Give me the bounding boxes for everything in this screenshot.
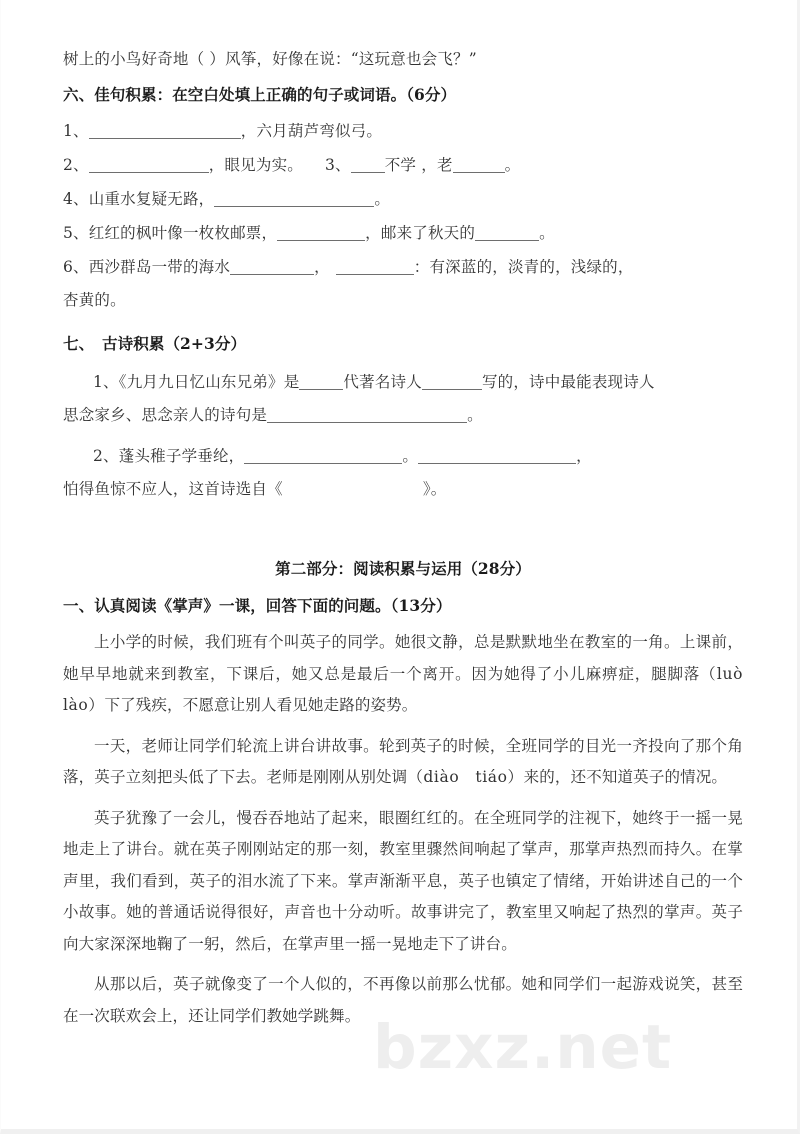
item-4-lead: 山重水复疑无路，	[88, 190, 215, 208]
section-seven-item-1-wrap	[63, 400, 743, 431]
page-content	[63, 44, 760, 1032]
section-six-item-6-wrap: 杏黄的。	[63, 291, 126, 309]
s7-item-2-blank-1[interactable]	[244, 449, 402, 464]
section-six-item-5	[63, 218, 743, 249]
item-5-blank-1[interactable]	[277, 226, 365, 241]
part-two-section-one-heading: 一、认真阅读《掌声》一课，回答下面的问题。（13分）	[63, 596, 452, 615]
section-seven-item-2-wrap	[63, 474, 743, 505]
item-3-blank-2[interactable]	[453, 158, 505, 173]
s7-item-2-blank-2[interactable]	[418, 449, 576, 464]
s7-item-2-comma: ，	[576, 447, 592, 465]
item-2-text: ，眼见为实。	[208, 156, 303, 174]
s7-item-1-wrap-a: 思念家乡、思念亲人的诗句是	[63, 406, 268, 424]
s7-item-1-wrap-tail: 。	[467, 406, 483, 424]
s7-item-2-part-a: 蓬头稚子学垂纶，	[118, 447, 245, 465]
item-2-blank[interactable]	[89, 158, 209, 173]
section-six-item-2-3	[63, 150, 743, 181]
item-6-lead: 西沙群岛一带的海水	[88, 258, 231, 276]
item-5-lead: 红红的枫叶像一枚枚邮票，	[88, 224, 278, 242]
section-six-heading: 六、佳句积累：在空白处填上正确的句子或词语。（6分）	[63, 85, 457, 104]
s7-item-1-number: 1、	[93, 373, 119, 391]
reading-paragraph-4: 从那以后，英子就像变了一个人似的，不再像以前那么忧郁。她和同学们一起游戏说笑，甚至在一次联欢会上，还让同学们教她学跳舞。	[63, 975, 743, 1025]
item-3-blank-1[interactable]	[351, 158, 385, 173]
item-6-blank-2[interactable]	[336, 260, 414, 275]
item-6-tail: ：有深蓝的，淡青的，浅绿的，	[413, 258, 634, 276]
reading-paragraph-2	[63, 731, 743, 794]
p1-text-after: 下了残疾，不愿意让别人看见她走路的姿势。	[104, 696, 418, 714]
part-two-title: 第二部分：阅读积累与运用（28分）	[275, 559, 531, 578]
reading-paragraph-3: 英子犹豫了一会儿，慢吞吞地站了起来，眼圈红红的。在全班同学的注视下，她终于一摇一晃地走上了讲台。就在英子刚刚站定的那一刻，教室里骤然间响起了掌声，那掌声热烈而持久。在掌声里，我们看到，英子的泪水流了下来。掌声渐渐平息，英子也镇定了情绪，开始讲述自己的一个小故事。她的普通话说得很好，声音也十分动听。故事讲完了，教室里又响起了热烈的掌声。英子向大家深深地鞠了一躬，然后，在掌声里一摇一晃地走下了讲台。	[63, 808, 743, 953]
item-1-number: 1、	[63, 122, 89, 140]
item-5-blank-2[interactable]	[475, 226, 539, 241]
p2-pinyin: （diào tiáo）	[407, 768, 524, 786]
section-six-item-4	[63, 184, 743, 215]
p1-pinyin: （luò lào）	[63, 664, 760, 714]
section-seven-heading: 七、 古诗积累（2+3分）	[63, 334, 247, 353]
s7-item-1-part-b: 代著名诗人	[343, 373, 422, 391]
s7-item-1-blank-3[interactable]	[267, 408, 467, 423]
carryover-question-line: 树上的小鸟好奇地（ ）风筝，好像在说：“这玩意也会飞？”	[63, 50, 477, 68]
item-5-mid: ，邮来了秋天的	[365, 224, 476, 242]
item-2-number: 2、	[63, 156, 89, 174]
item-6-number: 6、	[63, 258, 89, 276]
section-seven-item-2	[63, 441, 743, 472]
section-six-item-6	[63, 252, 743, 283]
reading-paragraph-1	[63, 627, 760, 722]
s7-item-2-wrap-tail: 》。	[422, 480, 447, 498]
item-4-tail: 。	[374, 190, 391, 208]
item-5-tail: 。	[539, 224, 555, 242]
s7-item-1-part-c: 写的，诗中最能表现诗人	[481, 373, 655, 391]
section-seven-item-1	[63, 367, 743, 398]
item-5-number: 5、	[63, 224, 89, 242]
item-4-number: 4、	[63, 190, 89, 208]
p2-text-after: 来的，还不知道英子的情况。	[523, 768, 728, 786]
item-3-number: 3、	[324, 156, 351, 174]
item-4-blank[interactable]	[214, 192, 374, 207]
s7-item-1-part-a: 《九月九日忆山东兄弟》是	[118, 373, 300, 391]
site-watermark: bzxz.net	[373, 1012, 673, 1083]
item-6-blank-1[interactable]	[230, 260, 314, 275]
s7-item-2-wrap-a: 怕得鱼惊不应人，这首诗选自《	[63, 480, 283, 498]
item-6-mid: ，	[314, 258, 330, 276]
item-3-text: 不学 ，老	[384, 156, 453, 174]
s7-item-2-number: 2、	[93, 447, 119, 465]
item-3-tail: 。	[504, 156, 521, 174]
item-1-blank[interactable]	[89, 124, 241, 139]
s7-item-1-blank-1[interactable]	[299, 375, 343, 390]
s7-item-1-blank-2[interactable]	[422, 375, 482, 390]
section-six-item-1	[63, 116, 743, 147]
item-1-text: ，六月葫芦弯似弓。	[240, 122, 383, 140]
s7-item-2-mid: 。	[402, 447, 419, 465]
p2-text-before: 一天，老师让同学们轮流上讲台讲故事。轮到英子的时候，全班同学的目光一齐投向了那个角落，英子立刻把头低了下去。老师是刚刚从别处调	[63, 736, 743, 786]
p1-text-before: 上小学的时候，我们班有个叫英子的同学。她很文静，总是默默地坐在教室的一角。上课前，她早早地就来到教室，下课后，她又总是最后一个离开。因为她得了小儿麻痹症，腿脚落	[63, 633, 743, 683]
